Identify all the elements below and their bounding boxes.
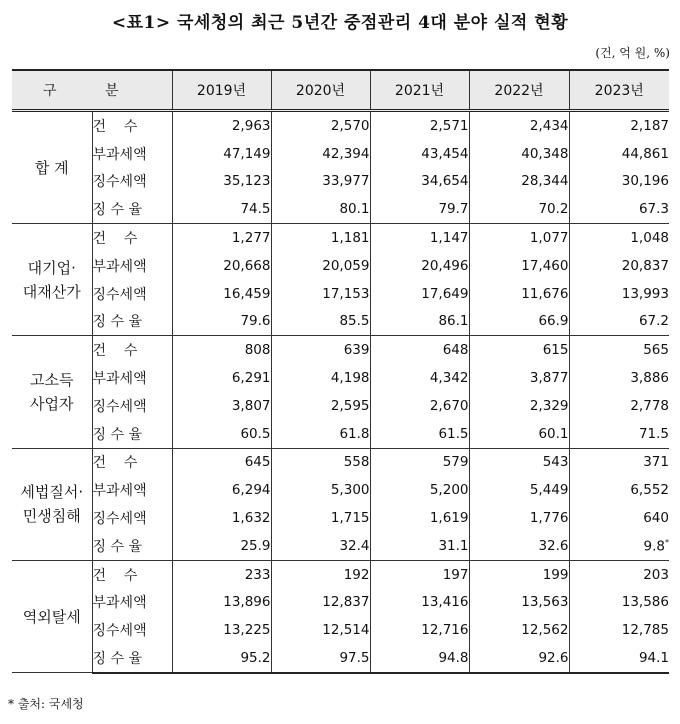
value-text: 12,716 [421, 622, 469, 639]
value-cell [370, 364, 469, 392]
value-cell [469, 589, 569, 617]
value-cell [271, 476, 370, 504]
value-text: 6,552 [630, 482, 669, 499]
value-text: 203 [643, 566, 669, 583]
value-cell [469, 308, 569, 336]
value-cell [172, 336, 271, 364]
table-row [12, 392, 669, 420]
value-text: 71.5 [638, 425, 669, 442]
value-text: 558 [343, 454, 370, 471]
group-label [12, 560, 92, 673]
value-text: 66.9 [538, 313, 569, 330]
value-text: 31.1 [438, 537, 469, 554]
value-text: 12,785 [621, 622, 669, 639]
table-row [12, 644, 669, 673]
value-cell [569, 195, 669, 223]
value-cell [469, 195, 569, 223]
value-text: 28,344 [521, 173, 569, 190]
value-cell [469, 448, 569, 476]
group-label [12, 224, 92, 336]
metric-label: 건 수 [92, 336, 172, 364]
value-text: 20,837 [621, 257, 669, 274]
value-cell [370, 308, 469, 336]
value-cell [569, 504, 669, 532]
table-row [12, 616, 669, 644]
value-text: 61.5 [438, 425, 469, 442]
group-label [12, 111, 92, 224]
value-cell [569, 111, 669, 140]
group-label-line: 고소득 [30, 370, 74, 389]
value-cell [569, 224, 669, 252]
value-cell [569, 280, 669, 308]
group-label-line: 합 계 [34, 158, 69, 177]
value-text: 2,570 [330, 117, 370, 134]
value-cell [469, 560, 569, 588]
value-cell [370, 644, 469, 673]
value-cell [469, 168, 569, 196]
value-text: 17,649 [421, 285, 469, 302]
header-year: 2019년 [172, 70, 271, 111]
value-cell [172, 420, 271, 448]
value-text: 4,198 [330, 370, 370, 387]
value-text: 2,571 [429, 117, 469, 134]
metric-label: 징수세액 [92, 280, 172, 308]
group-label [12, 448, 92, 560]
value-text: 6,294 [231, 482, 271, 499]
value-cell [172, 140, 271, 168]
value-text: 199 [542, 566, 569, 583]
value-cell [569, 140, 669, 168]
value-text: 12,514 [322, 622, 370, 639]
value-cell [469, 476, 569, 504]
group-label [12, 336, 92, 448]
table-row [12, 308, 669, 336]
metric-label: 징수세액 [92, 168, 172, 196]
value-cell [370, 168, 469, 196]
value-text: 35,123 [223, 173, 271, 190]
value-cell [469, 224, 569, 252]
value-text: 40,348 [521, 145, 569, 162]
value-cell [469, 364, 569, 392]
value-cell [271, 308, 370, 336]
value-text: 25.9 [240, 537, 271, 554]
table-row [12, 224, 669, 252]
value-cell [469, 420, 569, 448]
table-row [12, 111, 669, 140]
value-cell [271, 140, 370, 168]
value-cell [172, 532, 271, 560]
value-cell [469, 111, 569, 140]
value-cell [370, 224, 469, 252]
value-cell [271, 111, 370, 140]
value-cell [172, 504, 271, 532]
table-row [12, 420, 669, 448]
value-text: 2,329 [529, 397, 569, 414]
value-text: 32.4 [339, 537, 370, 554]
value-text: 371 [643, 454, 669, 471]
metric-label: 징 수 율 [92, 532, 172, 560]
value-text: 60.5 [240, 425, 271, 442]
value-text: 43,454 [421, 145, 469, 162]
value-cell [370, 336, 469, 364]
table-row [12, 364, 669, 392]
value-cell [569, 589, 669, 617]
value-cell [172, 168, 271, 196]
group-label-line: 세법질서· [20, 483, 84, 502]
value-cell [569, 252, 669, 280]
group-label-line: 대기업· [27, 258, 76, 277]
value-text: 2,595 [330, 397, 370, 414]
value-text: 20,496 [421, 257, 469, 274]
value-cell [271, 364, 370, 392]
value-text: 2,778 [630, 397, 669, 414]
value-text: 3,807 [231, 397, 271, 414]
value-text: 4,342 [429, 370, 469, 387]
value-text: 32.6 [538, 537, 569, 554]
value-text: 42,394 [322, 145, 370, 162]
value-text: 645 [244, 454, 271, 471]
header-year: 2022년 [469, 70, 569, 111]
value-cell [271, 224, 370, 252]
metric-label: 징 수 율 [92, 195, 172, 223]
value-cell [469, 616, 569, 644]
value-cell [370, 392, 469, 420]
value-text: 233 [244, 566, 271, 583]
table-row [12, 560, 669, 588]
value-text: 5,200 [429, 482, 469, 499]
value-cell [172, 195, 271, 223]
value-text: 5,300 [330, 482, 370, 499]
table-row [12, 476, 669, 504]
group-label-line: 역외탈세 [22, 607, 81, 626]
value-cell [172, 448, 271, 476]
value-cell [172, 111, 271, 140]
table-row [12, 532, 669, 560]
value-cell [569, 476, 669, 504]
value-text: 13,416 [421, 594, 469, 611]
table-row [12, 336, 669, 364]
value-cell [271, 392, 370, 420]
table-body [12, 111, 669, 673]
value-text: 197 [442, 566, 469, 583]
value-text: 1,632 [231, 510, 271, 527]
metric-label: 부과세액 [92, 476, 172, 504]
value-text: 60.1 [538, 425, 569, 442]
value-cell [172, 616, 271, 644]
metric-label: 건 수 [92, 224, 172, 252]
value-text: 2,434 [529, 117, 569, 134]
value-cell [469, 280, 569, 308]
value-cell [469, 252, 569, 280]
metric-label: 징 수 율 [92, 644, 172, 673]
value-text: 17,460 [521, 257, 569, 274]
value-cell [569, 644, 669, 673]
group-label-line: 사업자 [30, 394, 74, 413]
value-cell [271, 252, 370, 280]
value-text: 94.8 [438, 650, 469, 667]
value-text: 30,196 [621, 173, 669, 190]
value-text: 13,896 [223, 594, 271, 611]
value-cell [271, 280, 370, 308]
value-cell [370, 111, 469, 140]
value-cell [469, 504, 569, 532]
header-year: 2020년 [271, 70, 370, 111]
metric-label: 건 수 [92, 448, 172, 476]
value-text: 86.1 [438, 313, 469, 330]
value-cell [569, 364, 669, 392]
value-text: 2,670 [429, 397, 469, 414]
value-text: 47,149 [223, 145, 271, 162]
value-cell [370, 420, 469, 448]
value-cell [370, 560, 469, 588]
value-cell [271, 195, 370, 223]
metric-label: 부과세액 [92, 364, 172, 392]
metric-label: 부과세액 [92, 252, 172, 280]
value-text: 80.1 [339, 201, 370, 218]
value-text: 12,562 [521, 622, 569, 639]
value-text: 67.3 [638, 201, 669, 218]
value-text: 97.5 [339, 650, 370, 667]
value-text: 92.6 [538, 650, 569, 667]
value-text: 34,654 [421, 173, 469, 190]
value-cell [271, 616, 370, 644]
value-text: 565 [643, 342, 669, 359]
value-text: 1,181 [330, 230, 370, 247]
value-cell [569, 392, 669, 420]
value-cell [370, 140, 469, 168]
value-text: 95.2 [240, 650, 271, 667]
value-cell [172, 364, 271, 392]
value-cell [172, 252, 271, 280]
metric-label: 징수세액 [92, 504, 172, 532]
table-row [12, 448, 669, 476]
value-cell [469, 644, 569, 673]
value-text: 192 [343, 566, 370, 583]
value-cell [370, 252, 469, 280]
metric-label: 건 수 [92, 111, 172, 140]
value-text: 1,776 [529, 510, 569, 527]
value-text: 1,715 [330, 510, 370, 527]
group-label-line: 민생침해 [22, 507, 81, 526]
value-text: 20,668 [223, 257, 271, 274]
value-text: 44,861 [621, 145, 669, 162]
table-row [12, 589, 669, 617]
value-cell [370, 280, 469, 308]
group-label-line: 대재산가 [22, 282, 81, 301]
value-cell [569, 616, 669, 644]
value-cell [370, 195, 469, 223]
value-text: 33,977 [322, 173, 370, 190]
table-row [12, 140, 669, 168]
table-title: <표1> 국세청의 최근 5년간 중점관리 4대 분야 실적 현황 [111, 13, 569, 33]
value-text: 3,877 [529, 370, 569, 387]
value-text: 67.2 [638, 313, 669, 330]
value-cell [469, 392, 569, 420]
value-text: 2,187 [630, 117, 669, 134]
value-text: 1,619 [429, 510, 469, 527]
value-text: 20,059 [322, 257, 370, 274]
value-cell [469, 532, 569, 560]
value-text: 12,837 [322, 594, 370, 611]
value-text: 94.1 [638, 650, 669, 667]
value-text: 13,563 [521, 594, 569, 611]
value-text: 13,586 [621, 594, 669, 611]
value-text: 640 [643, 510, 669, 527]
value-text: 70.2 [538, 201, 569, 218]
value-cell [271, 448, 370, 476]
table-row [12, 168, 669, 196]
value-text: 17,153 [322, 285, 370, 302]
header-row [12, 70, 669, 111]
value-cell [370, 589, 469, 617]
value-cell [271, 644, 370, 673]
value-cell [370, 616, 469, 644]
value-text: 74.5 [240, 201, 271, 218]
value-cell [271, 336, 370, 364]
value-cell [271, 504, 370, 532]
value-text: 1,147 [429, 230, 469, 247]
value-text: 1,277 [231, 230, 271, 247]
metric-label: 징수세액 [92, 616, 172, 644]
table-row [12, 195, 669, 223]
value-cell [569, 420, 669, 448]
value-text: 79.6 [240, 313, 271, 330]
table-row [12, 504, 669, 532]
value-cell [271, 589, 370, 617]
value-text: 1,077 [529, 230, 569, 247]
value-cell [172, 280, 271, 308]
metric-label: 징 수 율 [92, 420, 172, 448]
unit-note: (건, 억 원, %) [595, 46, 670, 60]
performance-table [12, 69, 669, 674]
value-cell [469, 140, 569, 168]
value-cell [569, 532, 669, 560]
value-text: 61.8 [339, 425, 370, 442]
value-cell [172, 560, 271, 588]
value-text: 85.5 [339, 313, 370, 330]
value-cell [172, 589, 271, 617]
table-row [12, 252, 669, 280]
value-text: 2,963 [231, 117, 271, 134]
value-text: 1,048 [630, 230, 669, 247]
value-text: 11,676 [521, 285, 569, 302]
header-category: 구 분 [12, 70, 172, 111]
value-text: 16,459 [223, 285, 271, 302]
value-cell [569, 308, 669, 336]
source-note: * 출처: 국세청 [8, 697, 84, 711]
value-text: 79.7 [438, 201, 469, 218]
value-cell [370, 448, 469, 476]
value-text: 808 [244, 342, 271, 359]
value-text: 615 [542, 342, 569, 359]
value-cell [370, 532, 469, 560]
value-cell [271, 560, 370, 588]
value-cell [271, 420, 370, 448]
value-cell [569, 448, 669, 476]
value-cell [370, 476, 469, 504]
value-cell [370, 504, 469, 532]
value-cell [172, 308, 271, 336]
value-cell [271, 168, 370, 196]
value-cell [172, 392, 271, 420]
value-text: 9.8 [643, 538, 665, 555]
value-cell [172, 476, 271, 504]
metric-label: 징수세액 [92, 392, 172, 420]
value-cell [569, 560, 669, 588]
metric-label: 부과세액 [92, 589, 172, 617]
value-text: 579 [442, 454, 469, 471]
header-year: 2023년 [569, 70, 669, 111]
footnote-mark: * [665, 537, 669, 547]
metric-label: 부과세액 [92, 140, 172, 168]
value-text: 5,449 [529, 482, 569, 499]
value-text: 3,886 [630, 370, 669, 387]
header-year: 2021년 [370, 70, 469, 111]
value-cell [172, 224, 271, 252]
value-cell [172, 644, 271, 673]
value-text: 543 [542, 454, 569, 471]
value-text: 13,993 [621, 285, 669, 302]
metric-label: 징 수 율 [92, 308, 172, 336]
value-cell [569, 168, 669, 196]
value-cell [271, 532, 370, 560]
value-text: 648 [442, 342, 469, 359]
value-text: 6,291 [231, 370, 271, 387]
value-cell [469, 336, 569, 364]
value-cell [569, 336, 669, 364]
table-row [12, 280, 669, 308]
value-text: 639 [343, 342, 370, 359]
value-text: 13,225 [223, 622, 271, 639]
metric-label: 건 수 [92, 560, 172, 588]
